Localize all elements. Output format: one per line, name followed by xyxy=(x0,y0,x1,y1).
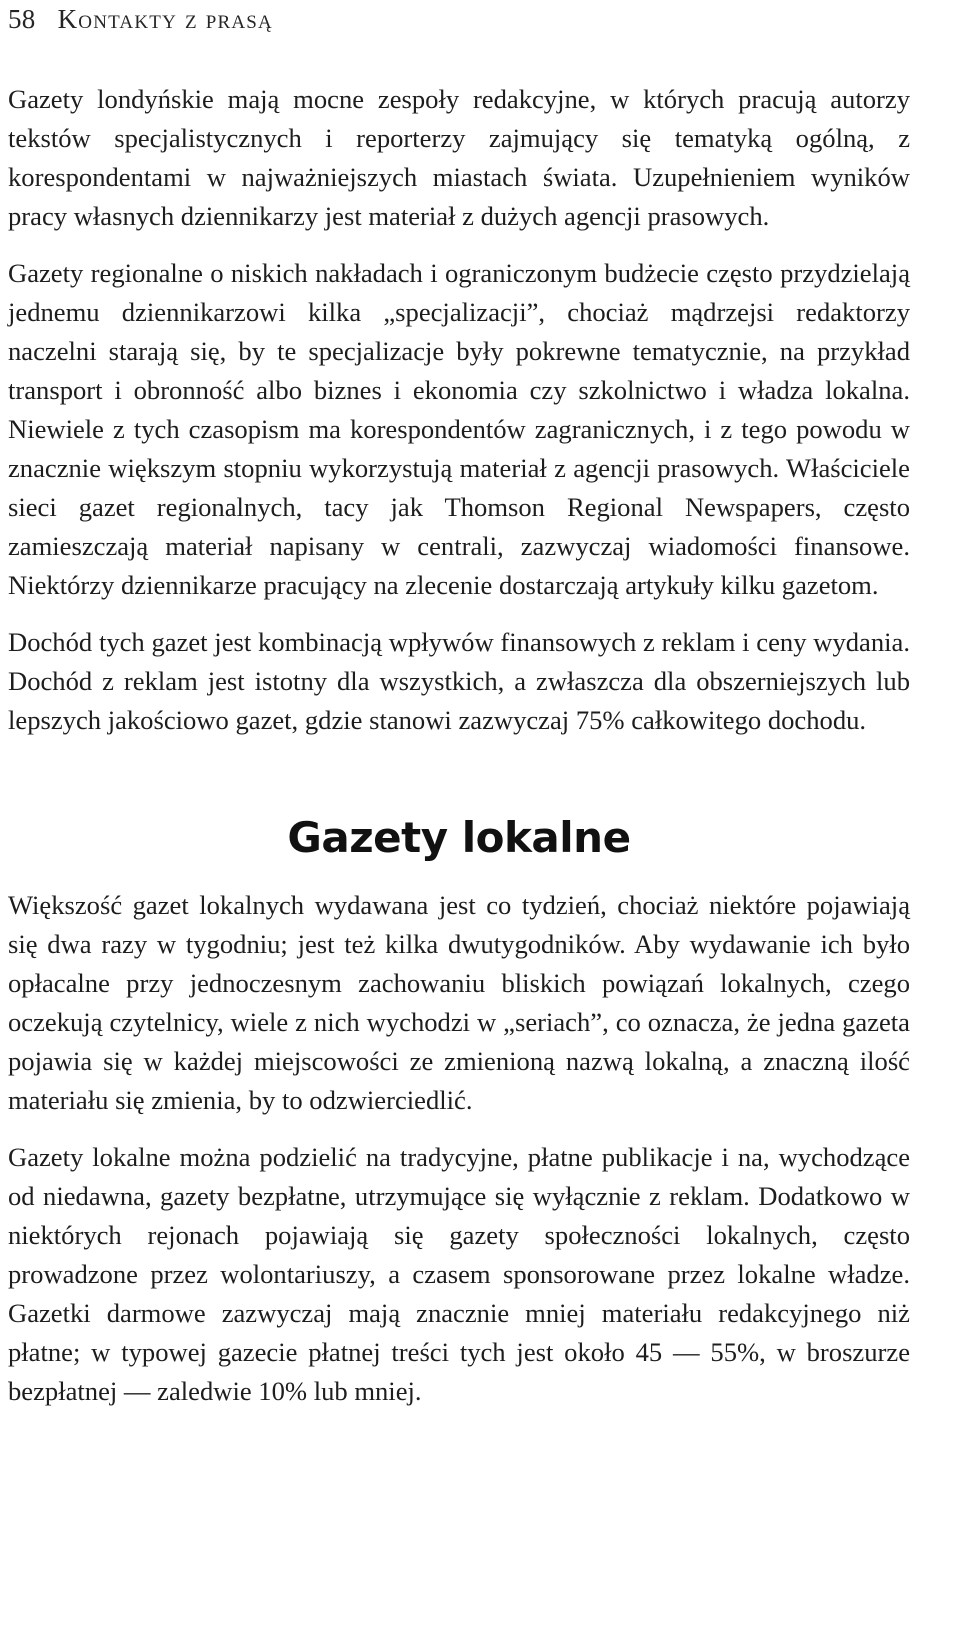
paragraph-london-papers: Gazety londyńskie mają mocne zespoły redakcyjne, w których pracują autorzy tekstów specjalistycznych i reporterzy zajmujący się tematyką ogólną, z korespondentami w najważniejszych miastach świata. Uzupełnieniem wyników pracy własnych dziennikarzy jest materiał z dużych agencji prasowych. xyxy=(8,84,910,231)
chapter-title: Kontakty z prasą xyxy=(57,4,273,34)
paragraph-local-types: Gazety lokalne można podzielić na tradycyjne, płatne publikacje i na, wychodzące od niedawna, gazety bezpłatne, utrzymujące się wyłącznie z reklam. Dodatkowo w niektórych rejonach pojawiają się gazety społeczności lokalnych, często prowadzone przez wolontariuszy, a czasem sponsorowane przez lokalne władze. Gazetki darmowe zazwyczaj mają znacznie mniej materiału redakcyjnego niż płatne; w typowej gazecie płatnej treści tych jest około 45 — 55%, w broszurze bezpłatnej — zaledwie 10% lub mniej. xyxy=(8,1142,910,1406)
running-header xyxy=(8,2,273,36)
page-number: 58 xyxy=(8,4,36,34)
paragraph-income: Dochód tych gazet jest kombinacją wpływów finansowych z reklam i ceny wydania. Dochód z reklam jest istotny dla wszystkich, a zwłaszcza dla obszerniejszych lub lepszych jakościowo gazet, gdzie stanowi zazwyczaj 75% całkowitego dochodu. xyxy=(8,627,910,735)
body-text xyxy=(8,80,910,1429)
paragraph-local-weeklies: Większość gazet lokalnych wydawana jest co tydzień, chociaż niektóre pojawiają się dwa razy w tygodniu; jest też kilka dwutygodników. Aby wydawanie ich było opłacalne przy jednoczesnym zachowaniu bliskich powiązań lokalnych, czego oczekują czytelnicy, wiele z nich wychodzi w „seriach”, co oznacza, że jedna gazeta pojawia się w każdej miejscowości ze zmienioną nazwą lokalną, a znaczną ilość materiału się zmienia, by to odzwierciedlić. xyxy=(8,890,910,1115)
section-heading: Gazety lokalne xyxy=(287,813,631,862)
paragraph-regional-papers: Gazety regionalne o niskich nakładach i ograniczonym budżecie często przydzielają jednemu dziennikarzowi kilka „specjalizacji”, chociaż mądrzejsi redaktorzy naczelni starają się, by te specjalizacje były pokrewne tematycznie, na przykład transport i obronność albo biznes i ekonomia czy szkolnictwo i władza lokalna. Niewiele z tych czasopism ma korespondentów zagranicznych, i z tego powodu w znacznie większym stopniu wykorzystują materiał z agencji prasowych. Właściciele sieci gazet regionalnych, tacy jak Thomson Regional Newspapers, często zamieszczają materiał napisany w centrali, zazwyczaj wiadomości finansowe. Niektórzy dziennikarze pracujący na zlecenie dostarczają artykuły kilku gazetom. xyxy=(8,258,910,600)
